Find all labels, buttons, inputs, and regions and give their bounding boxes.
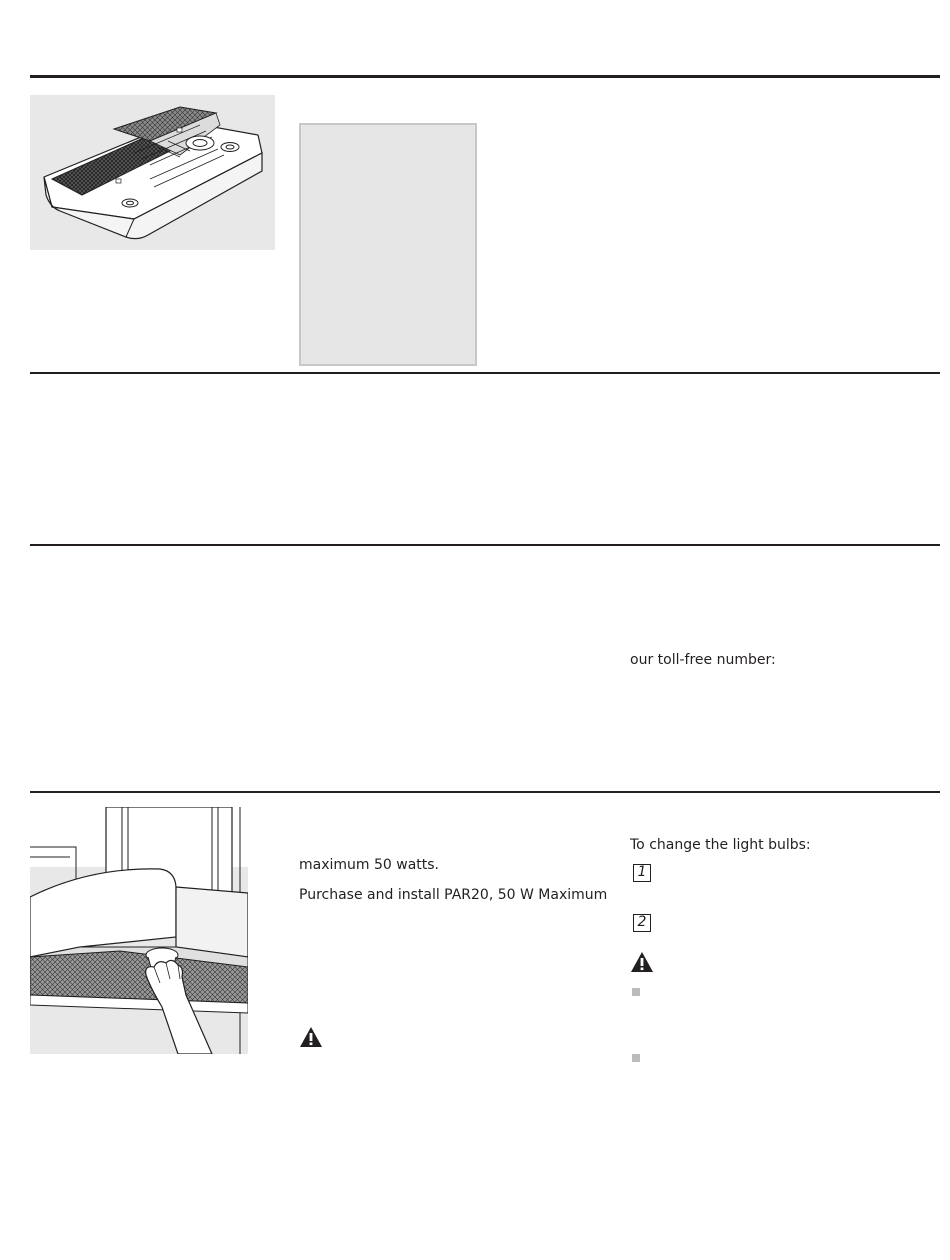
section-divider-top [30,75,940,78]
light-bulb-illustration [30,807,248,1054]
warning-triangle-icon [299,1026,323,1048]
step-number-1: 1 [633,864,651,882]
info-panel-box [299,123,477,366]
hood-bulb-replacement-drawing [30,807,248,1054]
warning-triangle-icon [630,951,654,973]
bulb-wattage-text: maximum 50 watts. [299,857,440,873]
range-hood-filter-drawing [30,95,275,250]
filter-illustration [30,95,275,250]
step-number-2: 2 [633,914,651,932]
bulb-purchase-text: Purchase and install PAR20, 50 W Maximum [299,887,608,903]
section-divider-4 [30,791,940,793]
section-divider-2 [30,372,940,374]
bullet-marker [632,1054,640,1062]
change-bulbs-heading: To change the light bulbs: [630,837,811,853]
bullet-marker [632,988,640,996]
section-divider-3 [30,544,940,546]
toll-free-text: our toll-free number: [630,652,776,668]
